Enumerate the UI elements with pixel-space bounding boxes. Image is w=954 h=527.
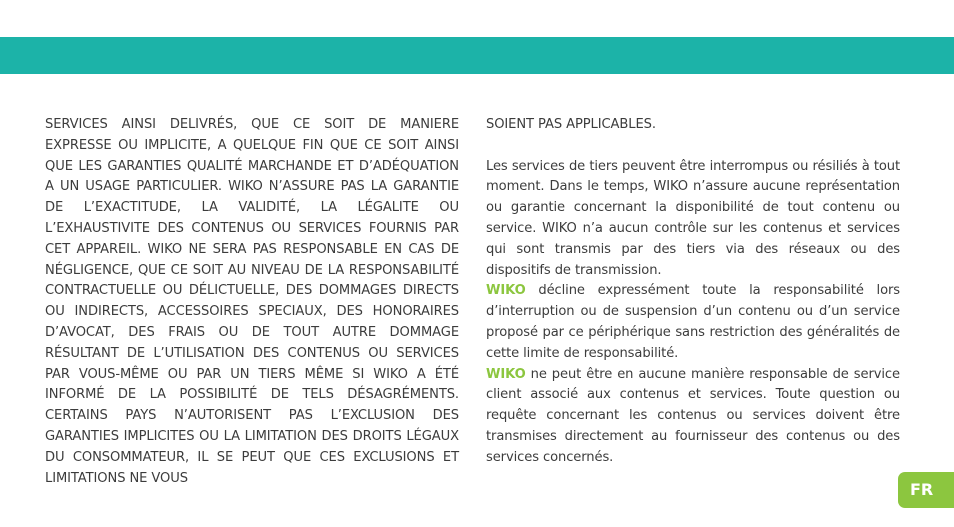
left-text-column <box>45 115 459 489</box>
third-party-paragraph: Les services de tiers peuvent être interrompus ou résiliés à tout moment. Dans le temps, WIKO n’assure aucune représentation ou garantie concernant la disponibilité de tout contenu ou service. WIKO n’a aucun contrôle sur les contenus et services qui sont transmis par des tiers via des réseaux ou des dispositifs de transmission. <box>486 158 900 278</box>
wiko-service-paragraph <box>486 365 900 469</box>
language-tab: FR <box>898 472 954 508</box>
continuation-paragraph: SOIENT PAS APPLICABLES. <box>486 117 656 132</box>
brand-name: WIKO <box>486 283 526 299</box>
paragraph-text: ne peut être en aucune manière responsable de service client associé aux contenus et services. Toute question ou requête concernant les contenus ou services doivent être transmises directement au fournisseur des contenus ou des services concernés. <box>486 366 900 465</box>
paragraph-gap <box>486 136 900 157</box>
paragraph-text: décline expressément toute la responsabilité lors d’interruption ou de suspension d’un contenu ou d’un service proposé par ce périphérique sans restriction des généralités de cette limite de responsabilité. <box>486 283 900 361</box>
disclaimer-paragraph: SERVICES AINSI DELIVRÉS, QUE CE SOIT DE MANIERE EXPRESSE OU IMPLICITE, A QUELQUE FIN QUE CE SOIT AINSI QUE LES GARANTIES QUALITÉ MARCHANDE ET D’ADÉQUATION A UN USAGE PARTICULIER. WIKO N’ASSURE PAS LA GARANTIE DE L’EXACTITUDE, LA VALIDITÉ, LA LÉGALITE OU L’EXHAUSTIVITE DES CONTENUS OU SERVICES FOURNIS PAR CET APPAREIL. WIKO NE SERA PAS RESPONSABLE EN CAS DE NÉGLIGENCE, QUE CE SOIT AU NIVEAU DE LA RESPONSABILITÉ CONTRACTUELLE OU DÉLICTUELLE, DES DOMMAGES DIRECTS OU INDIRECTS, ACCESSOIRES SPECIAUX, DES HONORAIRES D’AVOCAT, DES FRAIS OU DE TOUT AUTRE DOMMAGE RÉSULTANT DE L’UTILISATION DES CONTENUS OU SERVICES PAR VOUS-MÊME OU PAR UN TIERS MÊME SI WIKO A ÉTÉ INFORMÉ DE LA POSSIBILITÉ DE TELS DÉSAGRÉMENTS. CERTAINS PAYS N’AUTORISENT PAS L’EXCLUSION DES GARANTIES IMPLICITES OU LA LIMITATION DES DROITS LÉGAUX DU CONSOMMATEUR, IL SE PEUT QUE CES EXCLUSIONS ET LIMITATIONS NE VOUS <box>45 117 459 486</box>
header-band <box>0 37 954 74</box>
right-text-column <box>486 115 900 469</box>
wiko-decline-paragraph <box>486 281 900 364</box>
brand-name: WIKO <box>486 366 526 382</box>
